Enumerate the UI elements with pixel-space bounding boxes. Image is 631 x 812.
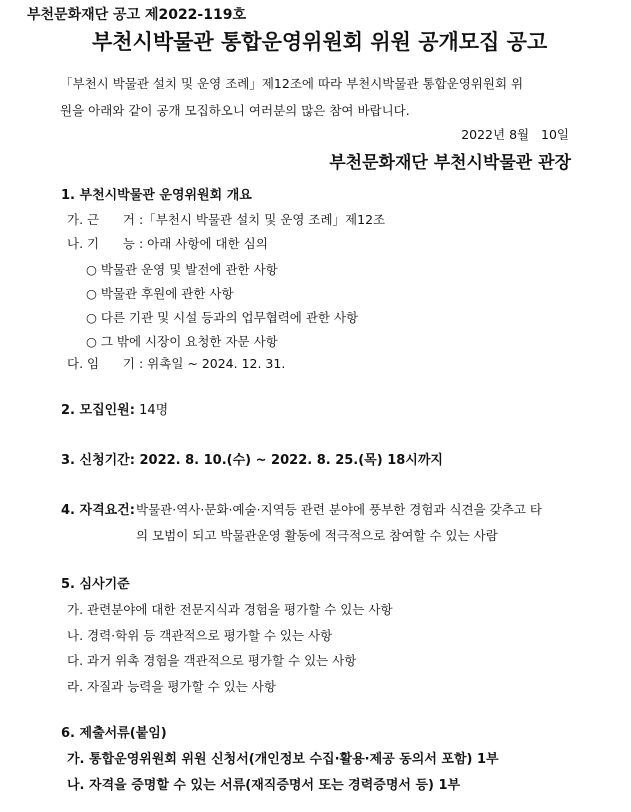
document-title: 부천시박물관 통합운영위원회 위원 공개모집 공고 <box>92 30 548 54</box>
section-5-item: 나. 경력·학위 등 객관적으로 평가할 수 있는 사항 <box>67 628 333 643</box>
intro-line-2: 원을 아래와 같이 공개 모집하오니 여러분의 많은 참여 바랍니다. <box>60 103 410 118</box>
section-5-item: 다. 과거 위촉 경험을 객관적으로 평가할 수 있는 사항 <box>67 653 357 668</box>
section-2-value: 14명 <box>139 403 169 418</box>
section-1-item: ○ 박물관 운영 및 발전에 관한 사항 <box>86 262 278 277</box>
section-5-item: 가. 관련분야에 대한 전문지식과 경험을 평가할 수 있는 사항 <box>67 602 393 617</box>
section-2-label: 2. 모집인원: <box>61 403 135 418</box>
section-2 <box>61 404 168 417</box>
section-1-function: 나. 기 능 : 아래 사항에 대한 심의 <box>67 236 268 251</box>
section-6-heading: 6. 제출서류(붙임) <box>61 726 167 741</box>
section-5-heading: 5. 심사기준 <box>61 577 130 592</box>
section-4-line-1: 박물관·역사·문화·예술·지역등 관련 분야에 풍부한 경험과 식견을 갖추고 타 <box>136 502 542 517</box>
section-4-label: 4. 자격요건: <box>61 503 135 518</box>
section-4-line-2: 의 모범이 되고 박물관운영 활동에 적극적으로 참여할 수 있는 사람 <box>136 528 498 543</box>
section-6-item: 나. 자격을 증명할 수 있는 서류(재직증명서 또는 경력증명서 등) 1부 <box>67 778 461 793</box>
issuer-name: 부천문화재단 부천시박물관 관장 <box>329 153 571 173</box>
section-1-item: ○ 그 밖에 시장이 요청한 자문 사항 <box>86 334 278 349</box>
section-5-item: 라. 자질과 능력을 평가할 수 있는 사항 <box>67 679 276 694</box>
intro-line-1: 「부천시 박물관 설치 및 운영 조례」제12조에 따라 부천시박물관 통합운영위원회 위 <box>60 76 524 91</box>
notice-date: 2022년 8월 10일 <box>461 127 569 142</box>
section-3-value: 2022. 8. 10.(수) ~ 2022. 8. 25.(목) 18시까지 <box>139 453 443 468</box>
section-1-item: ○ 다른 기관 및 시설 등과의 업무협력에 관한 사항 <box>86 310 359 325</box>
section-1-heading: 1. 부천시박물관 운영위원회 개요 <box>61 188 252 203</box>
section-3 <box>61 454 443 467</box>
section-1-item: ○ 박물관 후원에 관한 사항 <box>86 286 234 301</box>
section-6-item: 가. 통합운영위원회 위원 신청서(개인정보 수집·활용·제공 동의서 포함) 1부 <box>67 752 499 767</box>
section-1-term: 다. 임 기 : 위촉일 ~ 2024. 12. 31. <box>67 356 286 371</box>
section-1-basis: 가. 근 거 :「부천시 박물관 설치 및 운영 조례」제12조 <box>67 212 386 227</box>
section-3-label: 3. 신청기간: <box>61 453 135 468</box>
notice-number: 부천문화재단 공고 제2022-119호 <box>27 7 246 23</box>
